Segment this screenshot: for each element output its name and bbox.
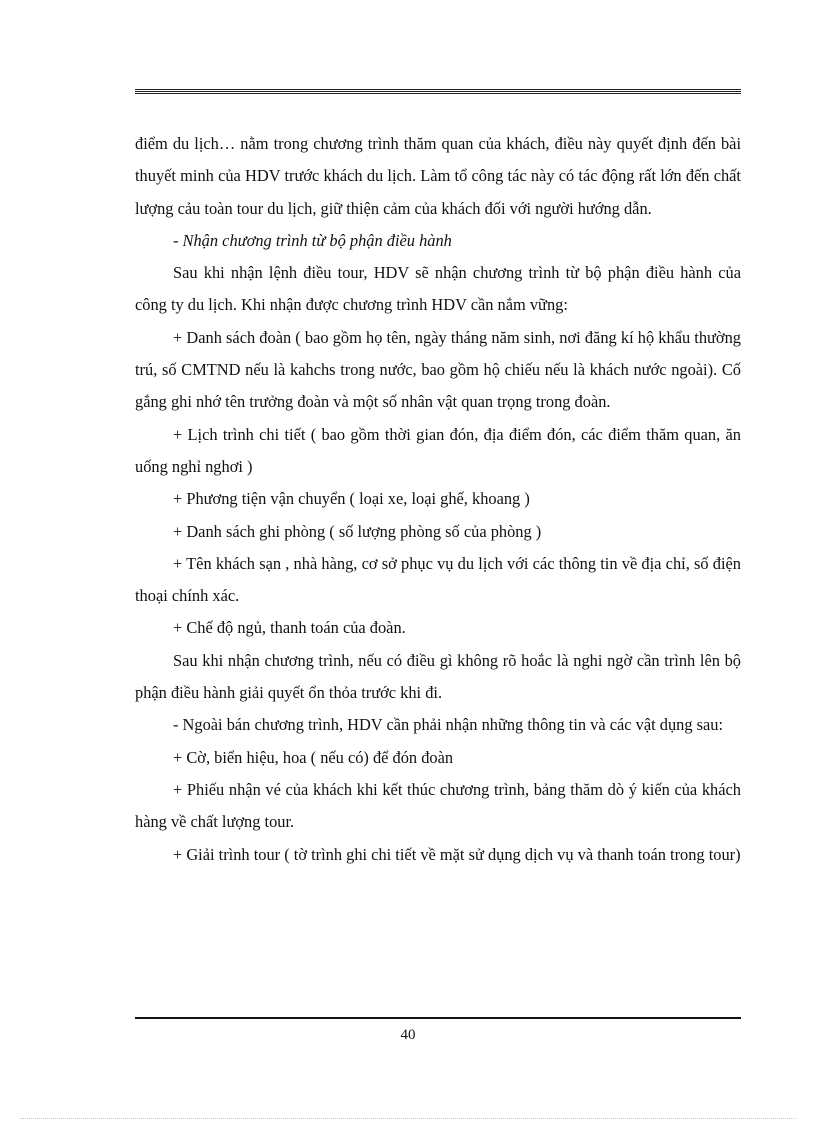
paragraph: + Danh sách ghi phòng ( số lượng phòng số của phòng ) <box>173 521 542 541</box>
page-number: 40 <box>400 1027 416 1043</box>
page-edge-dotted-line <box>20 1118 796 1119</box>
paragraph: + Giải trình tour ( tờ trình ghi chi tiết về mặt sử dụng dịch vụ và thanh toán trong tour) <box>173 844 741 864</box>
paragraph: + Danh sách đoàn ( bao gồm họ tên, ngày tháng năm sinh, nơi đăng kí hộ khẩu thường trú, số CMTND nếu là kahchs trong nước, bao gồm hộ chiếu nếu là khách nước ngoài). Cố gắng ghi nhớ tên trưởng đoàn và một số nhân vật quan trọng trong đoàn. <box>135 327 741 412</box>
footer-rule <box>135 1017 741 1019</box>
paragraph: + Cờ, biển hiệu, hoa ( nếu có) để đón đoàn <box>173 747 454 767</box>
paragraph: Sau khi nhận lệnh điều tour, HDV sẽ nhận chương trình từ bộ phận điều hành của công ty du lịch. Khi nhận được chương trình HDV cần nắm vững: <box>135 263 741 315</box>
paragraph: + Phiếu nhận vé của khách khi kết thúc chương trình, bảng thăm dò ý kiến của khách hàng về chất lượng tour. <box>135 779 741 832</box>
document-body <box>135 128 741 871</box>
paragraph: - Ngoài bán chương trình, HDV cần phải nhận những thông tin và các vật dụng sau: <box>173 715 724 735</box>
paragraph: + Tên khách sạn , nhà hàng, cơ sở phục vụ du lịch với các thông tin về địa chỉ, số điện thoại chính xác. <box>135 553 741 606</box>
header-rule <box>135 89 741 94</box>
paragraph: điểm du lịch… nằm trong chương trình thăm quan của khách, điều này quyết định đến bài thuyết minh của HDV trước khách du lịch. Làm tổ công tác này có tác động rất lớn đến chất lượng cảu toàn tour du lịch, giữ thiện cảm của khách đối với người hướng dẫn. <box>135 134 741 218</box>
paragraph: + Lịch trình chi tiết ( bao gồm thời gian đón, địa điểm đón, các điểm thăm quan, ăn uống nghỉ nghơi ) <box>135 424 741 476</box>
paragraph: + Chế độ ngủ, thanh toán của đoàn. <box>173 618 406 638</box>
paragraph: Sau khi nhận chương trình, nếu có điều gì không rõ hoắc là nghi ngờ cần trình lên bộ phận điều hành giải quyết ổn thỏa trước khi đi. <box>135 650 741 703</box>
section-heading: - Nhận chương trình từ bộ phận điều hành <box>173 230 452 250</box>
paragraph: + Phương tiện vận chuyển ( loại xe, loại ghế, khoang ) <box>173 489 530 509</box>
